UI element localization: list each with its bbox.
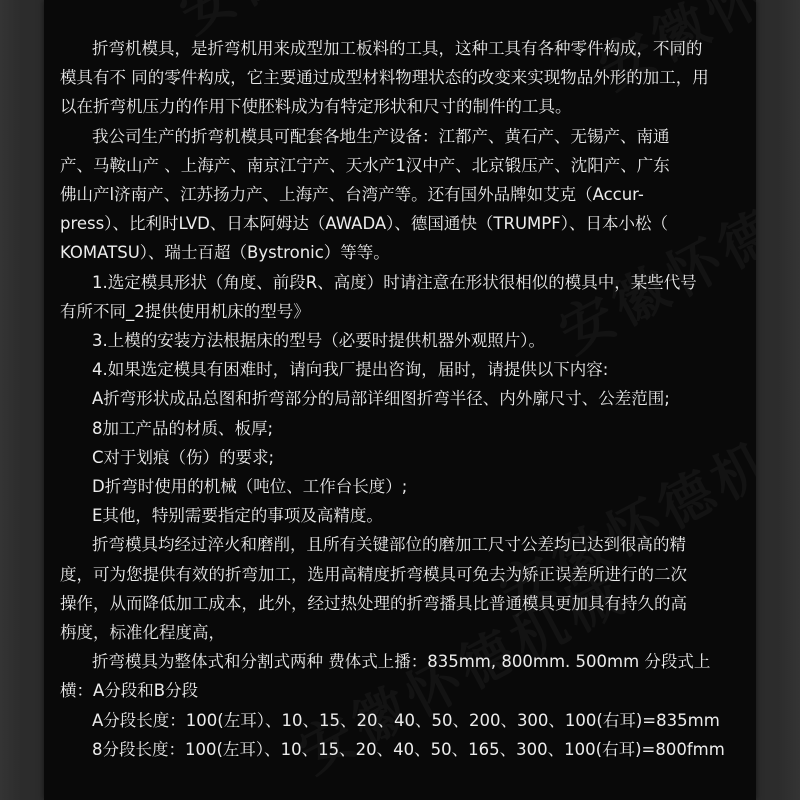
document-line: 有所不同_2提供使用机床的型号》	[60, 302, 310, 321]
document-line: 8分段长度：100(左耳）、10、15、20、40、50、165、300、100(右耳)=800fmm	[92, 740, 725, 759]
document-line: 度，可为您提供有效的折弯加工，选用高精度折弯模具可免去为矫正误差所进行的二次	[60, 565, 687, 584]
document-line: C对于划痕（伤）的要求;	[92, 448, 275, 467]
document-line: 产、马鞍山产 、上海产、南京江宁产、天水产1汉中产、北京锻压产、沈阳产、广东	[60, 156, 670, 175]
document-line: 4.如果选定模具有困难时，请向我厂提出咨询，届时，请提供以下内容:	[92, 360, 609, 379]
document-line: 折弯模具均经过淬火和磨削，且所有关键部位的磨加工尺寸公差均已达到很高的精	[92, 535, 686, 554]
document-line: D折弯时使用的机械（吨位、工作台长度）;	[92, 477, 408, 496]
document-line: 1.选定模具形状（角度、前段R、高度）时请注意在形状很相似的模具中，某些代号	[92, 273, 697, 292]
document-line: 以在折弯机压力的作用下使胚料成为有特定形状和尺寸的制件的工具。	[60, 97, 572, 116]
document-line: 横：A分段和B分段	[60, 681, 199, 700]
document-line: 折弯模具为整体式和分割式两种 费体式上播：835mm, 800mm. 500mm 分段式上	[92, 652, 711, 671]
document-line: 8加工产品的材质、板厚;	[92, 419, 274, 438]
document-line: 佛山产l济南产、江苏扬力产、上海产、台湾产等。还有国外品牌如艾克（Accur-	[60, 185, 644, 204]
document-line: KOMATSU）、瑞士百超（Bystronic）等等。	[60, 243, 390, 262]
document-text	[44, 0, 756, 800]
document-panel	[44, 0, 756, 800]
document-line: E其他，特别需要指定的事项及高精度。	[92, 506, 383, 525]
document-line: A分段长度：100(左耳）、10、15、20、40、50、200、300、100(右耳)=835mm	[92, 711, 720, 730]
document-line: 折弯机模具，是折弯机用来成型加工板料的工具，这种工具有各种零件构成，不同的	[92, 39, 703, 58]
document-line: 模具有不 同的零件构成，它主要通过成型材料物理状态的改变来实现物品外形的加工，用	[60, 68, 709, 87]
document-line: 操作，从而降低加工成本，此外，经过热处理的折弯播具比普通模具更加具有持久的高	[60, 594, 687, 613]
document-line: 栴度，标准化程度高，	[60, 623, 225, 642]
document-line: press）、比利时LVD、日本阿姆达（AWADA）、德国通快（TRUMPF）、日本小松（	[60, 214, 668, 233]
document-line: A折弯形状成品总图和折弯部分的局部详细图折弯半径、内外廓尺寸、公差范围;	[92, 389, 670, 408]
document-line: 3.上模的安装方法根据床的型号（必要时提供机器外观照片）。	[92, 331, 545, 350]
document-line: 我公司生产的折弯机模具可配套各地生产设备：江都产、黄石产、无锡产、南通	[92, 127, 670, 146]
